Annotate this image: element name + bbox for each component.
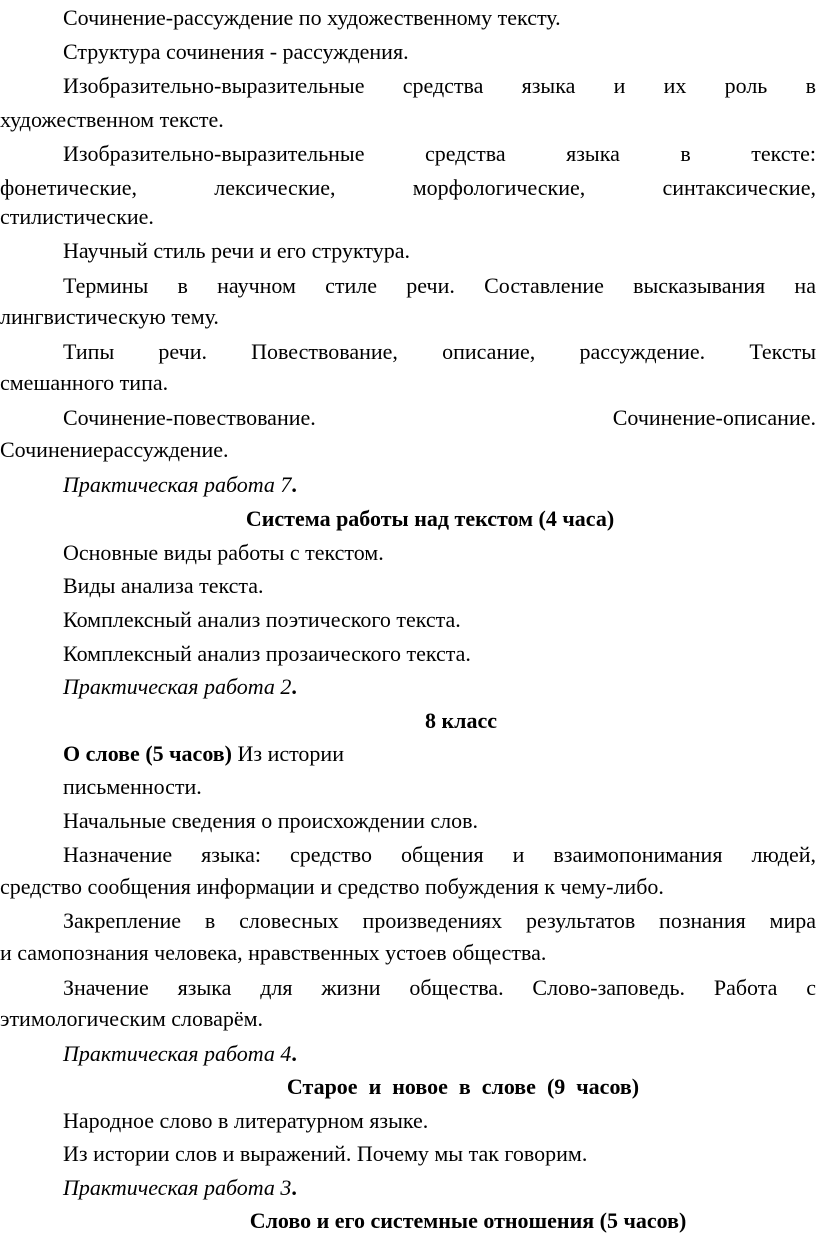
paragraph-line: этимологическим словарём. xyxy=(0,1006,264,1031)
word: в xyxy=(680,141,691,166)
word: рассуждение. xyxy=(579,339,706,364)
text-span: Из истории xyxy=(231,741,344,766)
text-span: Практическая работа 7 xyxy=(63,472,292,497)
word: Закрепление xyxy=(63,908,182,933)
word: для xyxy=(260,975,293,1000)
text-span: Практическая работа 3 xyxy=(63,1175,292,1200)
word: Повествование, xyxy=(251,339,398,364)
text-span: О слове (5 часов) xyxy=(63,741,232,766)
justified-line xyxy=(0,272,816,300)
word: с xyxy=(806,975,816,1000)
word: их xyxy=(663,73,687,98)
practical-work-line xyxy=(0,471,816,499)
paragraph-line: смешанного типа. xyxy=(0,370,169,395)
text-span: . xyxy=(291,674,297,699)
word: в xyxy=(177,273,188,298)
practical-work-line xyxy=(0,673,816,701)
word: взаимопонимания xyxy=(553,842,723,867)
paragraph-line: Виды анализа текста. xyxy=(63,573,264,598)
word: людей, xyxy=(751,842,816,867)
paragraph-line: художественном тексте. xyxy=(0,107,224,132)
justified-line xyxy=(0,72,816,100)
justified-line xyxy=(0,338,816,366)
word: тексте: xyxy=(751,141,816,166)
section-heading-inline xyxy=(0,740,816,768)
text-span: . xyxy=(291,1041,297,1066)
word: Назначение xyxy=(63,842,173,867)
text-span: Практическая работа 4 xyxy=(63,1041,292,1066)
paragraph-line: стилистические. xyxy=(0,204,154,229)
section-heading: Слово и его системные отношения (5 часов) xyxy=(249,1208,687,1233)
word: стиле xyxy=(325,273,378,298)
word: языка xyxy=(177,975,232,1000)
word: языка xyxy=(566,141,620,166)
word: лексические, xyxy=(214,175,336,200)
word: общества. xyxy=(409,975,504,1000)
paragraph-line: Основные виды работы с текстом. xyxy=(63,540,384,565)
justified-line xyxy=(0,841,816,869)
word: средства xyxy=(402,73,484,98)
section-heading: Старое и новое в слове (9 часов) xyxy=(286,1074,640,1099)
paragraph-line: Научный стиль речи и его структура. xyxy=(63,238,411,263)
word: фонетические, xyxy=(0,175,138,200)
word: Работа xyxy=(713,975,778,1000)
word: и xyxy=(512,842,525,867)
paragraph-line: Структура сочинения - рассуждения. xyxy=(63,39,409,64)
paragraph-line: и самопознания человека, нравственных устоев общества. xyxy=(0,940,547,965)
word: и xyxy=(613,73,626,98)
word: морфологические, xyxy=(412,175,586,200)
paragraph-line: Народное слово в литературном языке. xyxy=(63,1108,429,1133)
word: мира xyxy=(769,908,816,933)
word: роль xyxy=(724,73,768,98)
word: речи. xyxy=(158,339,207,364)
justified-line xyxy=(0,907,816,935)
paragraph-line: Комплексный анализ поэтического текста. xyxy=(63,607,461,632)
word: высказывания xyxy=(633,273,766,298)
word: жизни xyxy=(321,975,381,1000)
paragraph-line: Из истории слов и выражений. Почему мы так говорим. xyxy=(63,1141,588,1166)
word: Сочинение-описание. xyxy=(612,405,816,430)
word: описание, xyxy=(442,339,536,364)
paragraph-line: средство сообщения информации и средство побуждения к чему-либо. xyxy=(0,874,664,899)
practical-work-line xyxy=(0,1174,816,1202)
word: в xyxy=(805,73,816,98)
word: словесных xyxy=(239,908,339,933)
paragraph-line: письменности. xyxy=(63,774,202,799)
paragraph-line: лингвистическую тему. xyxy=(0,304,219,329)
justified-line xyxy=(0,974,816,1002)
section-heading: Система работы над текстом (4 часа) xyxy=(245,506,615,531)
word: средства xyxy=(424,141,506,166)
word: на xyxy=(794,273,816,298)
paragraph-line: Начальные сведения о происхождении слов. xyxy=(63,808,478,833)
justified-line xyxy=(0,140,816,168)
text-span: . xyxy=(291,472,297,497)
word: познания xyxy=(659,908,746,933)
word: результатов xyxy=(525,908,636,933)
word: Составление xyxy=(484,273,604,298)
word: Типы xyxy=(63,339,115,364)
word: синтаксические, xyxy=(662,175,816,200)
word: языка xyxy=(521,73,576,98)
word: речи. xyxy=(406,273,455,298)
justified-line xyxy=(0,404,816,432)
word: Изобразительно-выразительные xyxy=(63,73,365,98)
practical-work-line xyxy=(0,1040,816,1068)
justified-line xyxy=(0,174,816,202)
grade-heading: 8 класс xyxy=(425,708,498,733)
word: Значение xyxy=(63,975,149,1000)
word: в xyxy=(204,908,216,933)
paragraph-line: Комплексный анализ прозаического текста. xyxy=(63,641,471,666)
word: Слово-заповедь. xyxy=(532,975,686,1000)
word: средство xyxy=(289,842,373,867)
word: общения xyxy=(401,842,484,867)
text-span: . xyxy=(291,1175,297,1200)
word: Сочинение-повествование. xyxy=(63,405,316,430)
paragraph-line: Сочинениерассуждение. xyxy=(0,437,229,462)
word: Тексты xyxy=(749,339,816,364)
text-span: Практическая работа 2 xyxy=(63,674,292,699)
word: Изобразительно-выразительные xyxy=(63,141,365,166)
word: произведениях xyxy=(362,908,503,933)
word: языка: xyxy=(201,842,261,867)
word: Термины xyxy=(63,273,149,298)
paragraph-line: Сочинение-рассуждение по художественному тексту. xyxy=(63,5,561,30)
word: научном xyxy=(217,273,296,298)
